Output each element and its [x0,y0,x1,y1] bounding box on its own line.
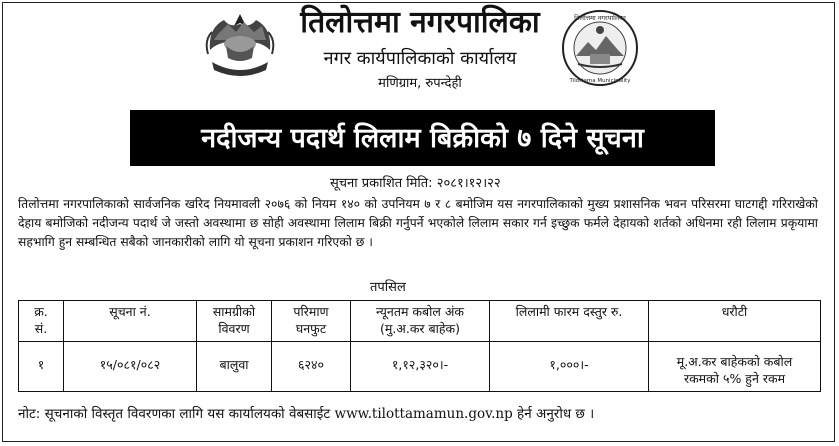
cell-deposit-line1: मू.अ.कर बाहेकको कबोल [676,353,793,369]
header-min-bid [351,301,490,342]
publication-date-value: २०८१।१२।२२ [436,176,501,191]
cell-item: बालुवा [197,342,272,392]
cell-deposit-line2: रकमको ५% हुने रकम [683,370,786,386]
cell-form-fee: १,०००।- [490,342,649,392]
header-item-line2: विवरण [218,321,250,336]
header-deposit: धरौटी [649,301,821,342]
header-form-fee: लिलामी फारम दस्तुर रु. [490,301,649,342]
office-name: नगर कार्यपालिकाको कार्यालय [323,48,517,69]
footer-note-prefix: नोट: सूचनाको विस्तृत विवरणका लागि यस कार्यालयको वेबसाईट [18,406,331,422]
notice-body: तिलोत्तमा नगरपालिकाको सार्वजनिक खरिद नियमावली २०७६ को नियम १४० को उपनियम ७ र ८ बमोजिम यस नगरपालिकाको मुख्य प्रशासनिक भवन परिसरमा घाटगद्दी गरिराखेको देहाय बमोजिको नदीजन्य पदार्थ जे जस्तो अवस्थामा छ सोही अवस्थामा लिलाम बिक्री गर्नुपर्ने भएकोले लिलाम सकार गर्न इच्छुक फर्मले देहायको शर्तको अधिनमा रही लिलाम प्रकृयामा सहभागि हुन सम्बन्धित सबैको जानकारीको लागि यो सूचना प्रकाशन गरिएको छ । [18,197,818,249]
seal-bottom-text: Tilottama Municipality [569,78,631,84]
seal-top-text: तिलोत्तमा नगरपालिका [574,14,626,22]
schedule-label: तपसिल [370,280,406,295]
cell-notice-no: १५/०८१/०८२ [64,342,197,392]
header-sn-line2: सं. [34,321,48,336]
header-notice-no: सूचना नं. [64,301,197,342]
cell-sn: १ [19,342,64,392]
municipality-seal-icon [560,8,640,88]
header-min-bid-line1: न्यूनतम कबोल अंक [375,304,465,319]
header-quantity-line1: परिमाण [293,304,329,319]
org-name: तिलोत्तमा नगरपालिका [300,5,540,40]
table-header-row [19,301,821,342]
header-item [197,301,272,342]
website-link[interactable]: www.tilottamamun.gov.np [334,406,513,422]
auction-table [18,300,821,392]
header-item-line1: सामग्रीको [212,304,256,319]
footer-note-suffix: हेर्न अनुरोध छ । [517,406,595,422]
table-row [19,342,821,392]
publication-date [330,176,501,192]
cell-quantity: ६२४० [272,342,351,392]
office-address: मणिग्राम, रुपन्देही [378,76,462,91]
notice-title: नदीजन्य पदार्थ लिलाम बिक्रीको ७ दिने सूचना [130,110,715,166]
nepal-emblem-icon [200,10,280,80]
publication-date-label: सूचना प्रकाशित मिति: [330,176,433,191]
header-quantity-line2: घनफुट [295,321,327,336]
footer-note [18,405,828,423]
header-sn [19,301,64,342]
header-min-bid-line2: (मु.अ.कर बाहेक) [379,321,461,336]
cell-deposit [649,342,821,392]
cell-min-bid: १,१२,३२०।- [351,342,490,392]
header-sn-line1: क्र. [34,304,48,319]
header-quantity [272,301,351,342]
